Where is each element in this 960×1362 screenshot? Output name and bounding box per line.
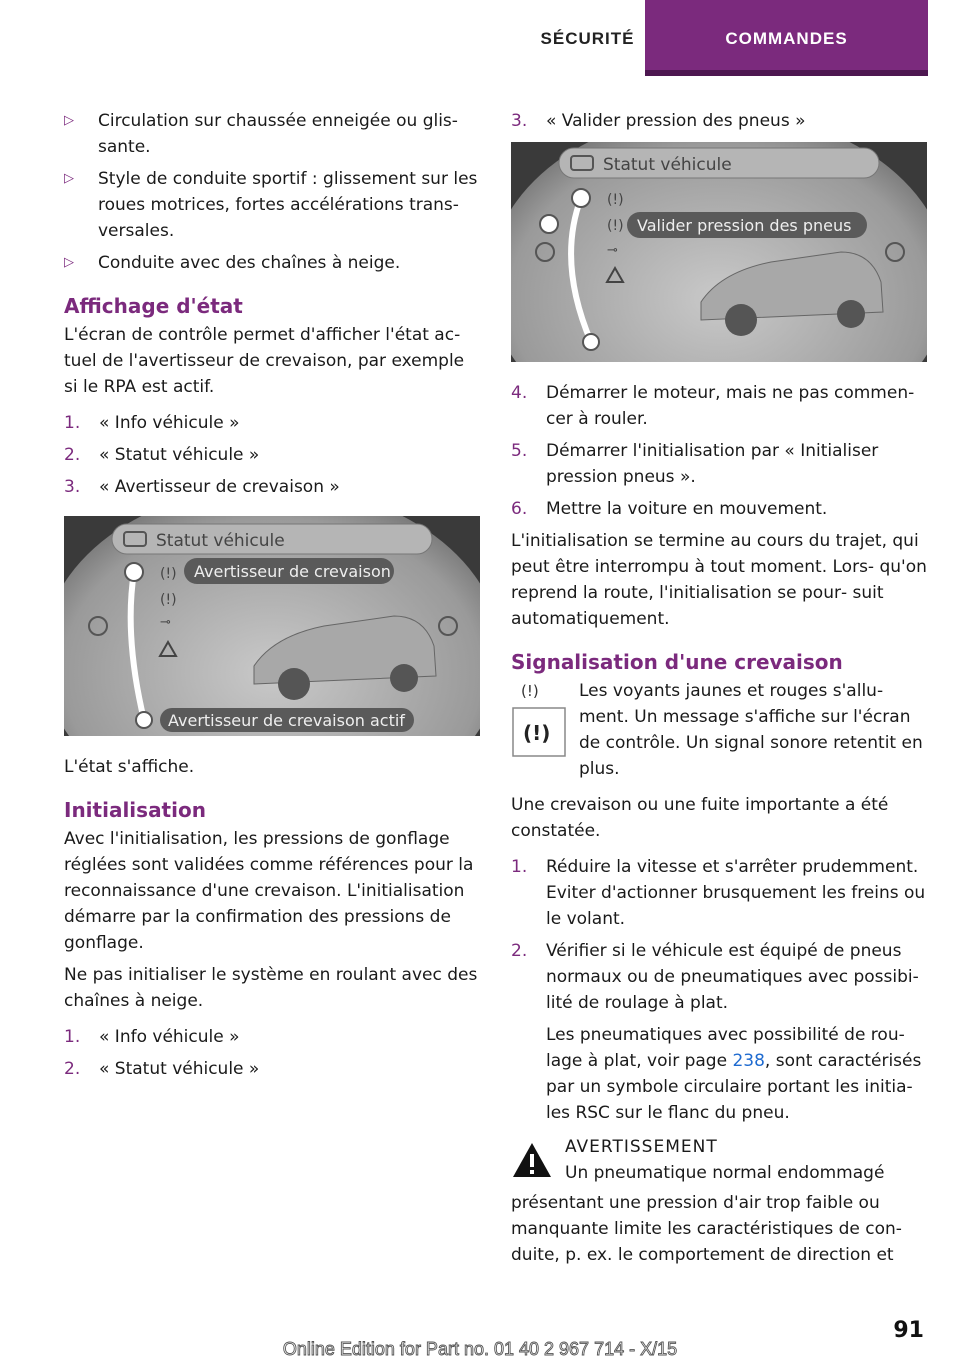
steps-list — [64, 1024, 480, 1082]
page-link[interactable]: 238 — [732, 1051, 765, 1071]
warning-title: AVERTISSEMENT — [565, 1137, 718, 1157]
list-item: 2. « Statut véhicule » — [64, 445, 260, 465]
paragraph: L'initialisation se termine au cours du trajet, qui peut être interrompu à tout moment. Lors‐ qu'on reprend la route, l'initialisation se pour‐ suit automatiquement. — [511, 531, 927, 629]
list-item: 1. Réduire la vitesse et s'arrêter prudemment. Eviter d'actionner brusquement les freins ou le volant. — [511, 857, 926, 929]
screen-image-avertisseur — [64, 516, 480, 736]
list-item: 5. Démarrer l'initialisation par « Initialiser pression pneus ». — [511, 441, 879, 487]
list-item: 6. Mettre la voiture en mouvement. — [511, 499, 828, 519]
paragraph: Avec l'initialisation, les pressions de gonflage réglées sont validées comme références pour la reconnaissance d'une crevaison. L'initialisation démarre par la confirmation des pressions de gonflage. — [64, 829, 474, 953]
svg-text:Avertisseur de crevaison actif: Avertisseur de crevaison actif — [168, 711, 405, 730]
page-number: 91 — [893, 1318, 924, 1343]
warning-text: présentant une pression d'air trop faible ou manquante limite les caractéristiques de con‐ duite, p. ex. le comportement de direction et — [511, 1193, 902, 1265]
list-item: 1. « Info véhicule » — [64, 413, 240, 433]
list-item: 3. « Avertisseur de crevaison » — [64, 477, 340, 497]
warning-triangle-icon — [511, 1140, 553, 1180]
triangle-bullet-icon: ▷ — [64, 171, 74, 186]
svg-text:(!): (!) — [521, 682, 539, 700]
list-item: Les pneumatiques avec possibilité de rou‐ lage à plat, voir page 238, sont caractérisés par un symbole circulaire portant les initia‐ les RSC sur le flanc du pneu. — [546, 1025, 922, 1123]
list-item: 1. « Info véhicule » — [64, 1027, 240, 1047]
left-column — [64, 108, 480, 1088]
svg-text:Statut véhicule: Statut véhicule — [156, 531, 285, 551]
paragraph: L'état s'affiche. — [64, 757, 195, 777]
tpms-indicator-block — [511, 678, 929, 788]
triangle-bullet-icon: ▷ — [64, 113, 74, 128]
warning-text: Un pneumatique normal endommagé — [565, 1163, 885, 1183]
right-column — [511, 108, 929, 1274]
tab-securite[interactable]: SÉCURITÉ — [540, 29, 635, 48]
paragraph: L'écran de contrôle permet d'afficher l'état ac‐ tuel de l'avertisseur de crevaison, par exemple si le RPA est actif. — [64, 325, 465, 397]
tab-commandes[interactable]: COMMANDES — [645, 0, 928, 76]
section-tabs — [530, 0, 928, 76]
svg-text:(!): (!) — [160, 566, 177, 582]
svg-text:(!): (!) — [523, 721, 551, 745]
control-display-screenshot — [511, 142, 927, 362]
heading-initialisation: Initialisation — [64, 798, 206, 822]
steps-list — [64, 410, 480, 500]
paragraph: Une crevaison ou une fuite importante a été constatée. — [511, 795, 889, 841]
heading-affichage: Affichage d'état — [64, 294, 243, 318]
bullet-item: ▷ Style de conduite sportif : glissement sur les roues motrices, fortes accélérations trans‐ versales. — [64, 166, 480, 244]
paragraph: Les voyants jaunes et rouges s'allu‐ ment. Un message s'affiche sur l'écran de contrôle. Un signal sonore retentit en plus. — [579, 681, 923, 779]
triangle-bullet-icon: ▷ — [64, 255, 74, 270]
bullet-item: ▷ Conduite avec des chaînes à neige. — [64, 250, 480, 276]
screen-image-valider — [511, 142, 929, 362]
svg-text:(!): (!) — [607, 218, 624, 234]
svg-text:Avertisseur de crevaison: Avertisseur de crevaison — [194, 562, 391, 581]
control-display-screenshot — [64, 516, 480, 736]
list-item: 2. Vérifier si le véhicule est équipé de pneus normaux ou de pneumatiques avec possibi‐ lité de roulage à plat. — [511, 941, 919, 1013]
svg-text:Valider pression des pneus: Valider pression des pneus — [637, 216, 852, 235]
list-item: 4. Démarrer le moteur, mais ne pas commen‐ cer à rouler. — [511, 383, 915, 429]
svg-text:⊸: ⊸ — [607, 243, 618, 258]
paragraph: Ne pas initialiser le système en roulant avec des chaînes à neige. — [64, 965, 478, 1011]
svg-text:(!): (!) — [160, 592, 177, 608]
tpms-warning-icon — [511, 678, 567, 758]
svg-text:⊸: ⊸ — [160, 615, 171, 630]
svg-text:(!): (!) — [607, 192, 624, 208]
heading-signalisation: Signalisation d'une crevaison — [511, 650, 843, 674]
list-item: 2. « Statut véhicule » — [64, 1059, 260, 1079]
bullet-item: ▷ Circulation sur chaussée enneigée ou glis‐ sante. — [64, 108, 480, 160]
svg-text:Statut véhicule: Statut véhicule — [603, 155, 732, 175]
steps-list — [511, 854, 929, 1126]
warning-block — [511, 1134, 929, 1186]
footer-edition: Online Edition for Part no. 01 40 2 967 714 - X/15 — [282, 1339, 678, 1359]
list-item: 3. « Valider pression des pneus » — [511, 111, 806, 131]
